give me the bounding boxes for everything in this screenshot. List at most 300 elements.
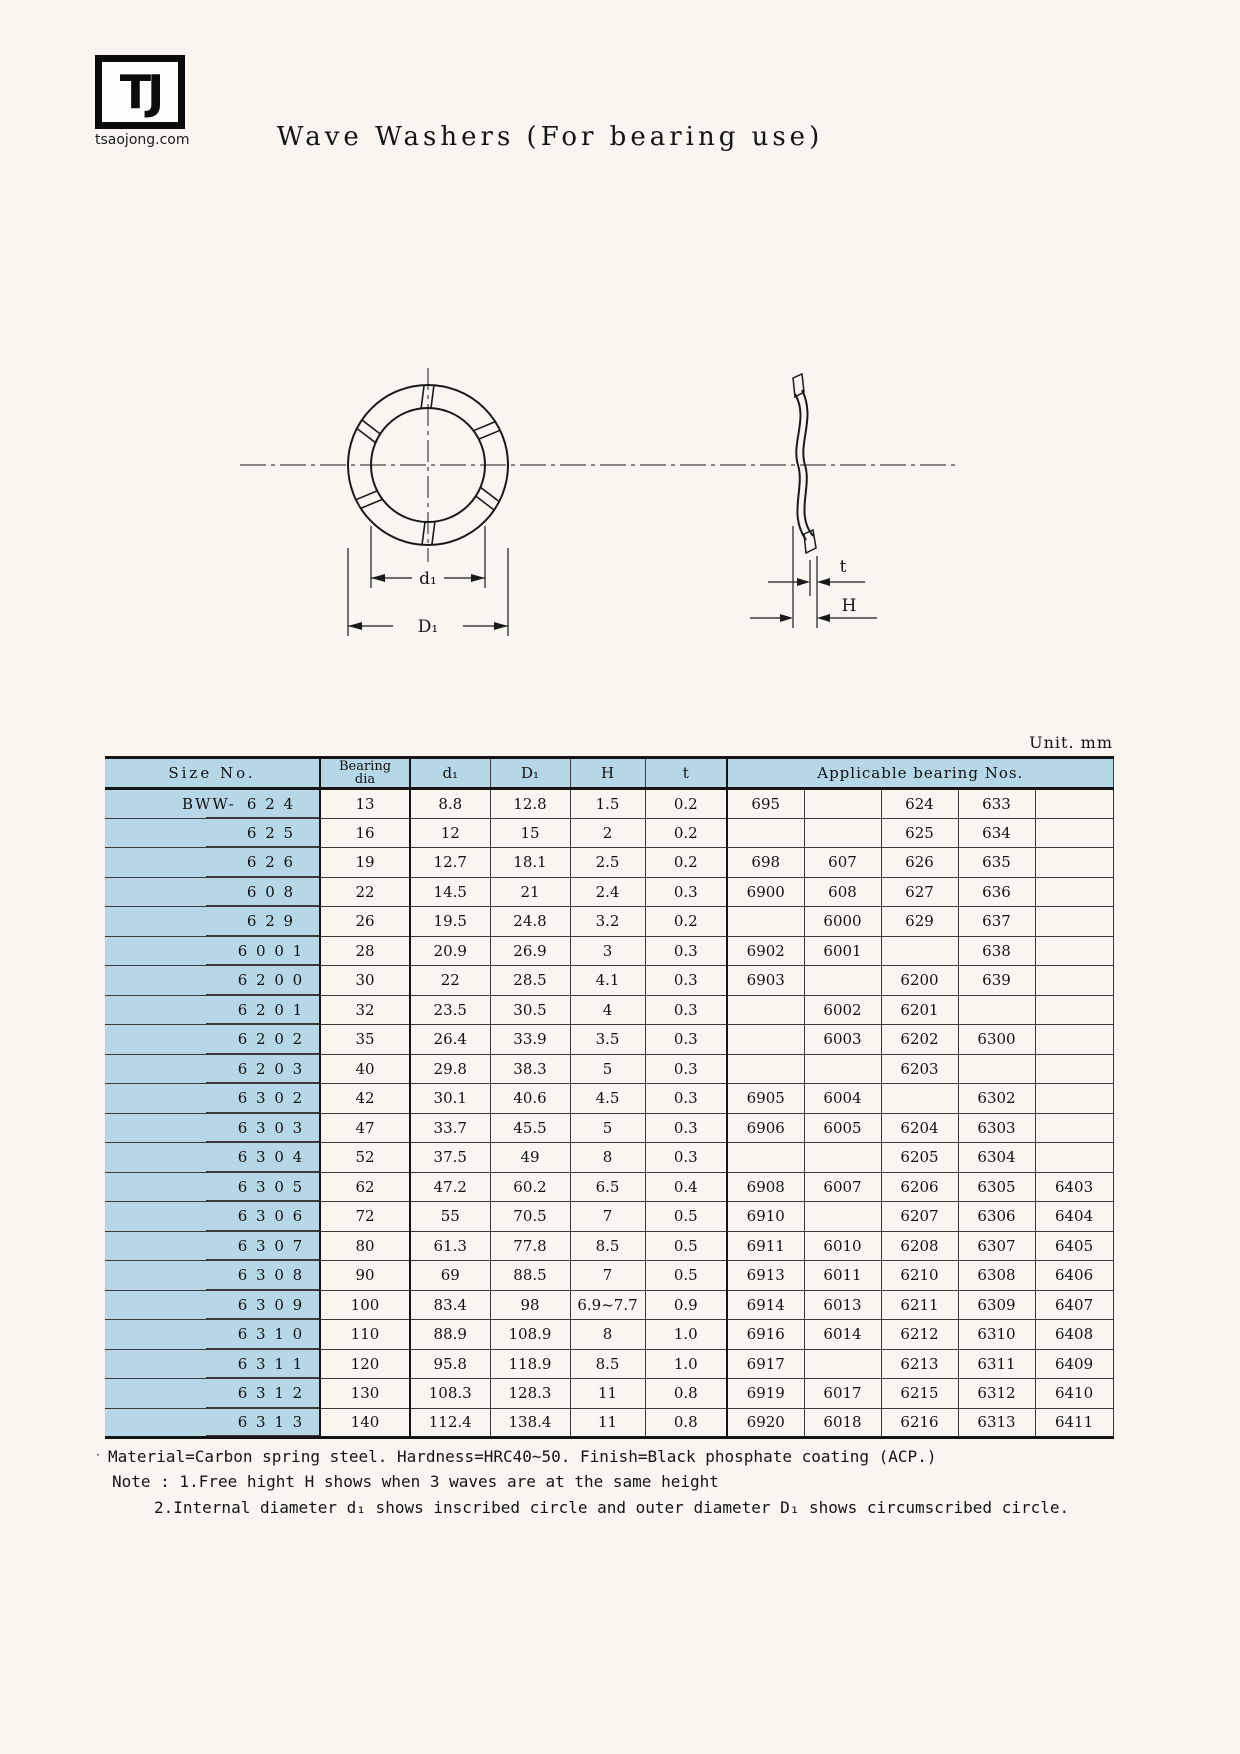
D1-cell: 128.3 bbox=[490, 1379, 570, 1409]
applicable-bearing-cell: 6307 bbox=[958, 1231, 1035, 1261]
applicable-bearing-cell: 6310 bbox=[958, 1320, 1035, 1350]
applicable-bearing-cell bbox=[1035, 1084, 1113, 1114]
col-header-applicable: Applicable bearing Nos. bbox=[727, 758, 1113, 789]
applicable-bearing-cell: 6920 bbox=[727, 1408, 804, 1438]
wave-washer-diagram bbox=[235, 330, 965, 660]
D1-cell: 18.1 bbox=[490, 848, 570, 878]
applicable-bearing-cell bbox=[1035, 966, 1113, 996]
table-row bbox=[105, 1113, 1113, 1143]
size-no-cell bbox=[105, 1172, 320, 1202]
applicable-bearing-cell bbox=[1035, 1143, 1113, 1173]
h-cell: 3.5 bbox=[570, 1025, 645, 1055]
applicable-bearing-cell: 6208 bbox=[881, 1231, 958, 1261]
applicable-bearing-cell: 6206 bbox=[881, 1172, 958, 1202]
size-no-cell bbox=[105, 1231, 320, 1261]
t-cell: 0.2 bbox=[645, 848, 727, 878]
applicable-bearing-cell bbox=[727, 995, 804, 1025]
size-number: 6 2 6 bbox=[246, 853, 296, 872]
applicable-bearing-cell: 6308 bbox=[958, 1261, 1035, 1291]
applicable-bearing-cell: 6215 bbox=[881, 1379, 958, 1409]
size-number: 6 3 0 8 bbox=[237, 1266, 305, 1285]
t-cell: 0.5 bbox=[645, 1202, 727, 1232]
applicable-bearing-cell: 635 bbox=[958, 848, 1035, 878]
applicable-bearing-cell: 6910 bbox=[727, 1202, 804, 1232]
applicable-bearing-cell bbox=[804, 1054, 881, 1084]
footnotes bbox=[95, 1443, 1069, 1521]
t-cell: 0.3 bbox=[645, 995, 727, 1025]
applicable-bearing-cell bbox=[727, 1054, 804, 1084]
spec-table bbox=[105, 756, 1114, 1439]
h-cell: 5 bbox=[570, 1054, 645, 1084]
D1-cell: 24.8 bbox=[490, 907, 570, 937]
d1-cell: 23.5 bbox=[410, 995, 490, 1025]
size-number: 6 2 0 2 bbox=[237, 1030, 305, 1049]
applicable-bearing-cell bbox=[1035, 995, 1113, 1025]
table-row bbox=[105, 1084, 1113, 1114]
d1-cell: 33.7 bbox=[410, 1113, 490, 1143]
t-cell: 0.5 bbox=[645, 1261, 727, 1291]
d1-cell: 55 bbox=[410, 1202, 490, 1232]
applicable-bearing-cell: 626 bbox=[881, 848, 958, 878]
bearing-cell: 100 bbox=[320, 1290, 410, 1320]
applicable-bearing-cell: 6202 bbox=[881, 1025, 958, 1055]
table-row bbox=[105, 1054, 1113, 1084]
d1-cell: 14.5 bbox=[410, 877, 490, 907]
D1-cell: 28.5 bbox=[490, 966, 570, 996]
applicable-bearing-cell: 6919 bbox=[727, 1379, 804, 1409]
applicable-bearing-cell: 6007 bbox=[804, 1172, 881, 1202]
tj-logo-icon bbox=[95, 55, 185, 129]
bearing-cell: 42 bbox=[320, 1084, 410, 1114]
t-cell: 0.3 bbox=[645, 1054, 727, 1084]
size-no-cell bbox=[105, 907, 320, 937]
table-row bbox=[105, 1202, 1113, 1232]
size-number: 6 3 0 2 bbox=[237, 1089, 305, 1108]
unit-label: Unit. mm bbox=[1029, 733, 1113, 752]
applicable-bearing-cell bbox=[1035, 1025, 1113, 1055]
applicable-bearing-cell bbox=[1035, 1113, 1113, 1143]
D1-cell: 49 bbox=[490, 1143, 570, 1173]
size-number: 6 2 4 bbox=[246, 794, 296, 813]
t-cell: 0.9 bbox=[645, 1290, 727, 1320]
bearing-cell: 47 bbox=[320, 1113, 410, 1143]
size-no-cell bbox=[105, 995, 320, 1025]
h-cell: 7 bbox=[570, 1261, 645, 1291]
size-no-cell bbox=[105, 936, 320, 966]
note-bullet: · bbox=[95, 1450, 102, 1461]
col-header-d1: d₁ bbox=[410, 758, 490, 789]
D1-cell: 88.5 bbox=[490, 1261, 570, 1291]
applicable-bearing-cell: 6204 bbox=[881, 1113, 958, 1143]
d1-cell: 108.3 bbox=[410, 1379, 490, 1409]
dimension-H bbox=[750, 614, 877, 622]
applicable-bearing-cell: 6014 bbox=[804, 1320, 881, 1350]
h-cell: 8.5 bbox=[570, 1231, 645, 1261]
size-no-cell bbox=[105, 966, 320, 996]
D1-cell: 138.4 bbox=[490, 1408, 570, 1438]
d1-cell: 26.4 bbox=[410, 1025, 490, 1055]
h-cell: 4.1 bbox=[570, 966, 645, 996]
applicable-bearing-cell: 6409 bbox=[1035, 1349, 1113, 1379]
col-header-size-no: Size No. bbox=[105, 758, 320, 789]
note-line-1: Note : 1.Free hight H shows when 3 waves are at the same height bbox=[112, 1472, 719, 1491]
t-cell: 0.3 bbox=[645, 966, 727, 996]
applicable-bearing-cell: 6213 bbox=[881, 1349, 958, 1379]
bearing-cell: 140 bbox=[320, 1408, 410, 1438]
table-row bbox=[105, 936, 1113, 966]
logo-caption: tsaojong.com bbox=[95, 132, 190, 148]
size-number: 6 3 1 3 bbox=[237, 1413, 305, 1432]
applicable-bearing-cell bbox=[804, 966, 881, 996]
t-cell: 0.3 bbox=[645, 1143, 727, 1173]
size-number: 6 2 0 3 bbox=[237, 1059, 305, 1078]
table-row bbox=[105, 877, 1113, 907]
h-cell: 11 bbox=[570, 1408, 645, 1438]
applicable-bearing-cell: 6001 bbox=[804, 936, 881, 966]
size-no-cell bbox=[105, 1408, 320, 1438]
h-cell: 2.4 bbox=[570, 877, 645, 907]
table-row bbox=[105, 818, 1113, 848]
h-cell: 2.5 bbox=[570, 848, 645, 878]
applicable-bearing-cell: 6300 bbox=[958, 1025, 1035, 1055]
size-number: 6 3 0 3 bbox=[237, 1118, 305, 1137]
header-row bbox=[105, 758, 1113, 789]
applicable-bearing-cell bbox=[958, 995, 1035, 1025]
applicable-bearing-cell bbox=[727, 1025, 804, 1055]
d1-cell: 19.5 bbox=[410, 907, 490, 937]
t-cell: 0.3 bbox=[645, 1025, 727, 1055]
applicable-bearing-cell bbox=[727, 818, 804, 848]
applicable-bearing-cell: 6304 bbox=[958, 1143, 1035, 1173]
col-header-D1: D₁ bbox=[490, 758, 570, 789]
applicable-bearing-cell bbox=[1035, 877, 1113, 907]
applicable-bearing-cell bbox=[881, 1084, 958, 1114]
applicable-bearing-cell: 6903 bbox=[727, 966, 804, 996]
size-no-cell bbox=[105, 1261, 320, 1291]
bearing-cell: 62 bbox=[320, 1172, 410, 1202]
applicable-bearing-cell bbox=[1035, 907, 1113, 937]
t-cell: 0.2 bbox=[645, 907, 727, 937]
applicable-bearing-cell: 625 bbox=[881, 818, 958, 848]
applicable-bearing-cell: 6303 bbox=[958, 1113, 1035, 1143]
applicable-bearing-cell: 6210 bbox=[881, 1261, 958, 1291]
table-row bbox=[105, 1379, 1113, 1409]
table-row bbox=[105, 1349, 1113, 1379]
applicable-bearing-cell: 624 bbox=[881, 789, 958, 819]
D1-cell: 98 bbox=[490, 1290, 570, 1320]
applicable-bearing-cell: 6917 bbox=[727, 1349, 804, 1379]
h-cell: 6.5 bbox=[570, 1172, 645, 1202]
dim-label-D1: D₁ bbox=[417, 617, 439, 637]
applicable-bearing-cell bbox=[1035, 818, 1113, 848]
d1-cell: 88.9 bbox=[410, 1320, 490, 1350]
table-row bbox=[105, 789, 1113, 819]
applicable-bearing-cell: 6900 bbox=[727, 877, 804, 907]
D1-cell: 60.2 bbox=[490, 1172, 570, 1202]
applicable-bearing-cell: 6906 bbox=[727, 1113, 804, 1143]
applicable-bearing-cell: 6212 bbox=[881, 1320, 958, 1350]
bearing-dia-line2: dia bbox=[354, 772, 376, 787]
size-number: 6 2 0 0 bbox=[237, 971, 305, 990]
applicable-bearing-cell: 6312 bbox=[958, 1379, 1035, 1409]
h-cell: 1.5 bbox=[570, 789, 645, 819]
side-view bbox=[750, 374, 877, 628]
size-number: 6 3 1 2 bbox=[237, 1384, 305, 1403]
size-number: 6 0 8 bbox=[246, 882, 296, 901]
applicable-bearing-cell bbox=[804, 818, 881, 848]
applicable-bearing-cell: 638 bbox=[958, 936, 1035, 966]
bearing-cell: 120 bbox=[320, 1349, 410, 1379]
applicable-bearing-cell: 6911 bbox=[727, 1231, 804, 1261]
table-row bbox=[105, 1408, 1113, 1438]
applicable-bearing-cell: 634 bbox=[958, 818, 1035, 848]
size-number: 6 3 1 0 bbox=[237, 1325, 305, 1344]
applicable-bearing-cell: 6207 bbox=[881, 1202, 958, 1232]
bearing-cell: 32 bbox=[320, 995, 410, 1025]
applicable-bearing-cell: 6203 bbox=[881, 1054, 958, 1084]
t-cell: 0.2 bbox=[645, 789, 727, 819]
table-row bbox=[105, 1025, 1113, 1055]
dim-label-H: H bbox=[841, 596, 857, 616]
applicable-bearing-cell: 6908 bbox=[727, 1172, 804, 1202]
applicable-bearing-cell: 627 bbox=[881, 877, 958, 907]
applicable-bearing-cell: 6004 bbox=[804, 1084, 881, 1114]
table-row bbox=[105, 1290, 1113, 1320]
applicable-bearing-cell: 6017 bbox=[804, 1379, 881, 1409]
applicable-bearing-cell: 6018 bbox=[804, 1408, 881, 1438]
dim-label-t: t bbox=[839, 557, 847, 577]
applicable-bearing-cell: 607 bbox=[804, 848, 881, 878]
col-header-t: t bbox=[645, 758, 727, 789]
size-number: 6 3 0 6 bbox=[237, 1207, 305, 1226]
applicable-bearing-cell: 698 bbox=[727, 848, 804, 878]
t-cell: 1.0 bbox=[645, 1349, 727, 1379]
material-note-text: Material=Carbon spring steel. Hardness=HRC40~50. Finish=Black phosphate coating (ACP.) bbox=[108, 1447, 937, 1466]
size-number: 6 3 0 4 bbox=[237, 1148, 305, 1167]
t-cell: 0.2 bbox=[645, 818, 727, 848]
bearing-cell: 80 bbox=[320, 1231, 410, 1261]
d1-cell: 69 bbox=[410, 1261, 490, 1291]
table-row bbox=[105, 907, 1113, 937]
applicable-bearing-cell: 6302 bbox=[958, 1084, 1035, 1114]
applicable-bearing-cell bbox=[1035, 789, 1113, 819]
t-cell: 0.3 bbox=[645, 877, 727, 907]
applicable-bearing-cell: 6216 bbox=[881, 1408, 958, 1438]
d1-cell: 12 bbox=[410, 818, 490, 848]
bearing-cell: 30 bbox=[320, 966, 410, 996]
applicable-bearing-cell: 6205 bbox=[881, 1143, 958, 1173]
d1-cell: 22 bbox=[410, 966, 490, 996]
d1-cell: 95.8 bbox=[410, 1349, 490, 1379]
applicable-bearing-cell: 695 bbox=[727, 789, 804, 819]
d1-cell: 29.8 bbox=[410, 1054, 490, 1084]
applicable-bearing-cell: 6013 bbox=[804, 1290, 881, 1320]
bearing-cell: 72 bbox=[320, 1202, 410, 1232]
h-cell: 4.5 bbox=[570, 1084, 645, 1114]
size-number: 6 2 5 bbox=[246, 823, 296, 842]
t-cell: 0.5 bbox=[645, 1231, 727, 1261]
applicable-bearing-cell: 6000 bbox=[804, 907, 881, 937]
d1-cell: 20.9 bbox=[410, 936, 490, 966]
size-no-cell bbox=[105, 1202, 320, 1232]
applicable-bearing-cell bbox=[804, 789, 881, 819]
h-cell: 11 bbox=[570, 1379, 645, 1409]
h-cell: 5 bbox=[570, 1113, 645, 1143]
applicable-bearing-cell: 6406 bbox=[1035, 1261, 1113, 1291]
applicable-bearing-cell: 637 bbox=[958, 907, 1035, 937]
applicable-bearing-cell: 6005 bbox=[804, 1113, 881, 1143]
bearing-cell: 90 bbox=[320, 1261, 410, 1291]
applicable-bearing-cell: 6211 bbox=[881, 1290, 958, 1320]
size-no-cell bbox=[105, 1054, 320, 1084]
applicable-bearing-cell bbox=[1035, 1054, 1113, 1084]
applicable-bearing-cell: 6309 bbox=[958, 1290, 1035, 1320]
d1-cell: 37.5 bbox=[410, 1143, 490, 1173]
d1-cell: 30.1 bbox=[410, 1084, 490, 1114]
h-cell: 7 bbox=[570, 1202, 645, 1232]
h-cell: 8 bbox=[570, 1320, 645, 1350]
D1-cell: 15 bbox=[490, 818, 570, 848]
material-note bbox=[95, 1443, 1069, 1469]
h-cell: 3 bbox=[570, 936, 645, 966]
size-number: 6 3 0 5 bbox=[237, 1177, 305, 1196]
applicable-bearing-cell: 6305 bbox=[958, 1172, 1035, 1202]
table-row bbox=[105, 966, 1113, 996]
applicable-bearing-cell bbox=[804, 1202, 881, 1232]
applicable-bearing-cell: 6313 bbox=[958, 1408, 1035, 1438]
h-cell: 4 bbox=[570, 995, 645, 1025]
bearing-cell: 110 bbox=[320, 1320, 410, 1350]
bearing-cell: 19 bbox=[320, 848, 410, 878]
D1-cell: 108.9 bbox=[490, 1320, 570, 1350]
size-number: 6 3 0 9 bbox=[237, 1295, 305, 1314]
col-header-bearing-dia bbox=[320, 758, 410, 789]
col-header-H: H bbox=[570, 758, 645, 789]
applicable-bearing-cell: 6405 bbox=[1035, 1231, 1113, 1261]
D1-cell: 70.5 bbox=[490, 1202, 570, 1232]
size-prefix: BWW- bbox=[181, 794, 236, 813]
d1-cell: 47.2 bbox=[410, 1172, 490, 1202]
size-number: 6 2 9 bbox=[246, 912, 296, 931]
size-no-cell bbox=[105, 1320, 320, 1350]
logo-text: TJ bbox=[119, 65, 161, 119]
size-number: 6 3 1 1 bbox=[237, 1354, 305, 1373]
applicable-bearing-cell bbox=[881, 936, 958, 966]
size-no-cell bbox=[105, 1379, 320, 1409]
D1-cell: 38.3 bbox=[490, 1054, 570, 1084]
bearing-cell: 22 bbox=[320, 877, 410, 907]
bearing-cell: 13 bbox=[320, 789, 410, 819]
applicable-bearing-cell: 6408 bbox=[1035, 1320, 1113, 1350]
bearing-cell: 130 bbox=[320, 1379, 410, 1409]
bearing-cell: 52 bbox=[320, 1143, 410, 1173]
size-no-cell bbox=[105, 1025, 320, 1055]
D1-cell: 40.6 bbox=[490, 1084, 570, 1114]
table-row bbox=[105, 848, 1113, 878]
h-cell: 8 bbox=[570, 1143, 645, 1173]
h-cell: 2 bbox=[570, 818, 645, 848]
D1-cell: 26.9 bbox=[490, 936, 570, 966]
applicable-bearing-cell: 6404 bbox=[1035, 1202, 1113, 1232]
D1-cell: 118.9 bbox=[490, 1349, 570, 1379]
applicable-bearing-cell: 6201 bbox=[881, 995, 958, 1025]
t-cell: 1.0 bbox=[645, 1320, 727, 1350]
size-no-cell bbox=[105, 789, 320, 819]
applicable-bearing-cell: 633 bbox=[958, 789, 1035, 819]
D1-cell: 12.8 bbox=[490, 789, 570, 819]
applicable-bearing-cell bbox=[958, 1054, 1035, 1084]
front-view bbox=[348, 368, 508, 637]
dim-label-d1: d₁ bbox=[419, 569, 437, 589]
applicable-bearing-cell: 6311 bbox=[958, 1349, 1035, 1379]
page-title: Wave Washers (For bearing use) bbox=[276, 122, 824, 152]
d1-cell: 12.7 bbox=[410, 848, 490, 878]
size-no-cell bbox=[105, 848, 320, 878]
size-no-cell bbox=[105, 1113, 320, 1143]
applicable-bearing-cell: 6411 bbox=[1035, 1408, 1113, 1438]
applicable-bearing-cell: 6902 bbox=[727, 936, 804, 966]
applicable-bearing-cell: 6306 bbox=[958, 1202, 1035, 1232]
applicable-bearing-cell: 6010 bbox=[804, 1231, 881, 1261]
applicable-bearing-cell: 6403 bbox=[1035, 1172, 1113, 1202]
applicable-bearing-cell: 6407 bbox=[1035, 1290, 1113, 1320]
applicable-bearing-cell: 6002 bbox=[804, 995, 881, 1025]
size-number: 6 0 0 1 bbox=[237, 941, 305, 960]
bearing-cell: 28 bbox=[320, 936, 410, 966]
bearing-cell: 26 bbox=[320, 907, 410, 937]
table-row bbox=[105, 1143, 1113, 1173]
D1-cell: 21 bbox=[490, 877, 570, 907]
d1-cell: 112.4 bbox=[410, 1408, 490, 1438]
h-cell: 6.9~7.7 bbox=[570, 1290, 645, 1320]
applicable-bearing-cell: 6011 bbox=[804, 1261, 881, 1291]
size-no-cell bbox=[105, 1143, 320, 1173]
applicable-bearing-cell: 6913 bbox=[727, 1261, 804, 1291]
bearing-cell: 35 bbox=[320, 1025, 410, 1055]
table-row bbox=[105, 1231, 1113, 1261]
company-logo bbox=[95, 55, 190, 148]
applicable-bearing-cell: 6410 bbox=[1035, 1379, 1113, 1409]
t-cell: 0.8 bbox=[645, 1379, 727, 1409]
d1-cell: 8.8 bbox=[410, 789, 490, 819]
applicable-bearing-cell: 636 bbox=[958, 877, 1035, 907]
d1-cell: 61.3 bbox=[410, 1231, 490, 1261]
applicable-bearing-cell: 608 bbox=[804, 877, 881, 907]
applicable-bearing-cell: 6916 bbox=[727, 1320, 804, 1350]
table-row bbox=[105, 995, 1113, 1025]
t-cell: 0.3 bbox=[645, 1084, 727, 1114]
D1-cell: 77.8 bbox=[490, 1231, 570, 1261]
applicable-bearing-cell: 6905 bbox=[727, 1084, 804, 1114]
applicable-bearing-cell: 6003 bbox=[804, 1025, 881, 1055]
t-cell: 0.3 bbox=[645, 1113, 727, 1143]
t-cell: 0.8 bbox=[645, 1408, 727, 1438]
table-row bbox=[105, 1320, 1113, 1350]
D1-cell: 30.5 bbox=[490, 995, 570, 1025]
d1-cell: 83.4 bbox=[410, 1290, 490, 1320]
applicable-bearing-cell bbox=[1035, 848, 1113, 878]
h-cell: 8.5 bbox=[570, 1349, 645, 1379]
table-row bbox=[105, 1172, 1113, 1202]
t-cell: 0.4 bbox=[645, 1172, 727, 1202]
applicable-bearing-cell bbox=[804, 1349, 881, 1379]
size-no-cell bbox=[105, 1290, 320, 1320]
size-no-cell bbox=[105, 1084, 320, 1114]
h-cell: 3.2 bbox=[570, 907, 645, 937]
t-cell: 0.3 bbox=[645, 936, 727, 966]
applicable-bearing-cell: 6914 bbox=[727, 1290, 804, 1320]
D1-cell: 45.5 bbox=[490, 1113, 570, 1143]
